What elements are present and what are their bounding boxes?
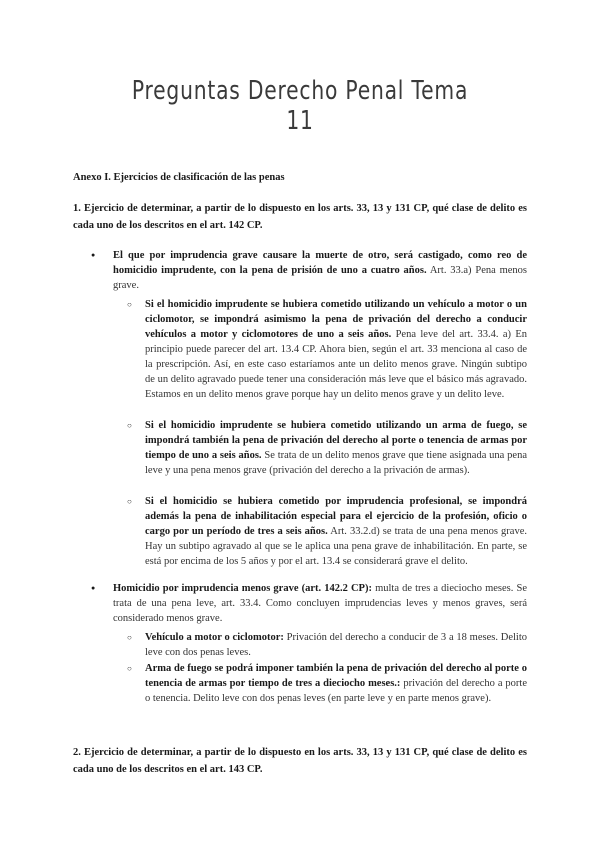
sub-bullet-text: Art. 33.2.d) se trata de una pena menos grave. Hay un subtipo agravado al que se le aplica una pena grave de inhabilitación. En parte, se está por encima de los 5 años y por el art. 13.4 se considerará grave el delito. (145, 526, 527, 567)
sub-bullet-text: Privación del derecho a conducir de 3 a 18 meses. Delito leve con dos penas leves. (145, 632, 527, 658)
sub-bullet-item-arma (145, 661, 527, 706)
sub-bullet-bold-text: Arma de fuego se podrá imponer también la pena de privación del derecho al porte o tenencia de armas por tiempo de tres a dieciocho meses.: (145, 663, 527, 689)
sub-bullet-list (113, 630, 527, 706)
sub-bullet-item-arma (145, 418, 527, 478)
bullet-text: multa de tres a dieciocho meses. Se trata de una pena leve, art. 33.4. Como concluyen imprudencias leves y menos graves, será considerado menos grave. (113, 583, 527, 624)
question-2: 2. Ejercicio de determinar, a partir de lo dispuesto en los arts. 33, 13 y 131 CP, qué clase de delito es cada uno de los descritos en el art. 143 CP. (73, 747, 527, 775)
sub-bullet-item-profesional (145, 494, 527, 569)
sub-bullet-bold-text: Si el homicidio imprudente se hubiera cometido utilizando un arma de fuego, se impondrá también la pena de privación del derecho al porte o tenencia de armas por tiempo de uno a seis años. (145, 420, 527, 461)
sub-bullet-text: Pena leve del art. 33.4. a) En principio puede parecer del art. 13.4 CP. Ahora bien, según el art. 33 menciona al caso de la prescripción. Así, en este caso estaríamos ante un delito menos grave. Ningún subtipo de un delito agravado puede tener una consideración más leve que el básico más agravado. Estamos en un delito menos grave porque hay un delito menos grave y un delito leve. (145, 329, 528, 400)
bullet-item-imprudencia-menos-grave (113, 581, 527, 706)
sub-bullet-list (113, 297, 527, 569)
bullet-bold-text: El que por imprudencia grave causare la muerte de otro, será castigado, como reo de homicidio imprudente, con la pena de prisión de uno a cuatro años. (113, 250, 527, 276)
annex-heading: Anexo I. Ejercicios de clasificación de las penas (73, 172, 285, 183)
sub-bullet-bold-text: Vehículo a motor o ciclomotor: (145, 632, 284, 643)
bullet-bold-text: Homicidio por imprudencia menos grave (art. 142.2 CP): (113, 583, 372, 594)
question-1: 1. Ejercicio de determinar, a partir de lo dispuesto en los arts. 33, 13 y 131 CP, qué clase de delito es cada uno de los descritos en el art. 142 CP. (73, 203, 527, 231)
sub-bullet-item-vehiculo (145, 630, 527, 660)
sub-bullet-bold-text: Si el homicidio se hubiera cometido por imprudencia profesional, se impondrá además la pena de inhabilitación especial para el ejercicio de la profesión, oficio o cargo por un período de tres a seis años. (145, 496, 527, 537)
sub-bullet-text: privación del derecho a porte o tenencia. Delito leve con dos penas leves (en parte leve y en parte menos grave). (145, 678, 527, 704)
sub-bullet-item-vehiculo (145, 297, 527, 402)
bullet-item-homicidio-imprudente (113, 248, 527, 569)
bullet-text: Art. 33.a) Pena menos grave. (113, 265, 527, 291)
bullet-list (73, 248, 527, 706)
page-title: Preguntas Derecho Penal Tema 11 (131, 76, 469, 136)
sub-bullet-bold-text: Si el homicidio imprudente se hubiera cometido utilizando un vehículo a motor o un ciclomotor, se impondrá asimismo la pena de privación del derecho a conducir vehículos a motor y ciclomotores de uno a seis años. (145, 299, 527, 340)
sub-bullet-text: Se trata de un delito menos grave que tiene asignada una pena leve y una pena menos grave (privación del derecho a la privación de armas). (145, 450, 527, 476)
